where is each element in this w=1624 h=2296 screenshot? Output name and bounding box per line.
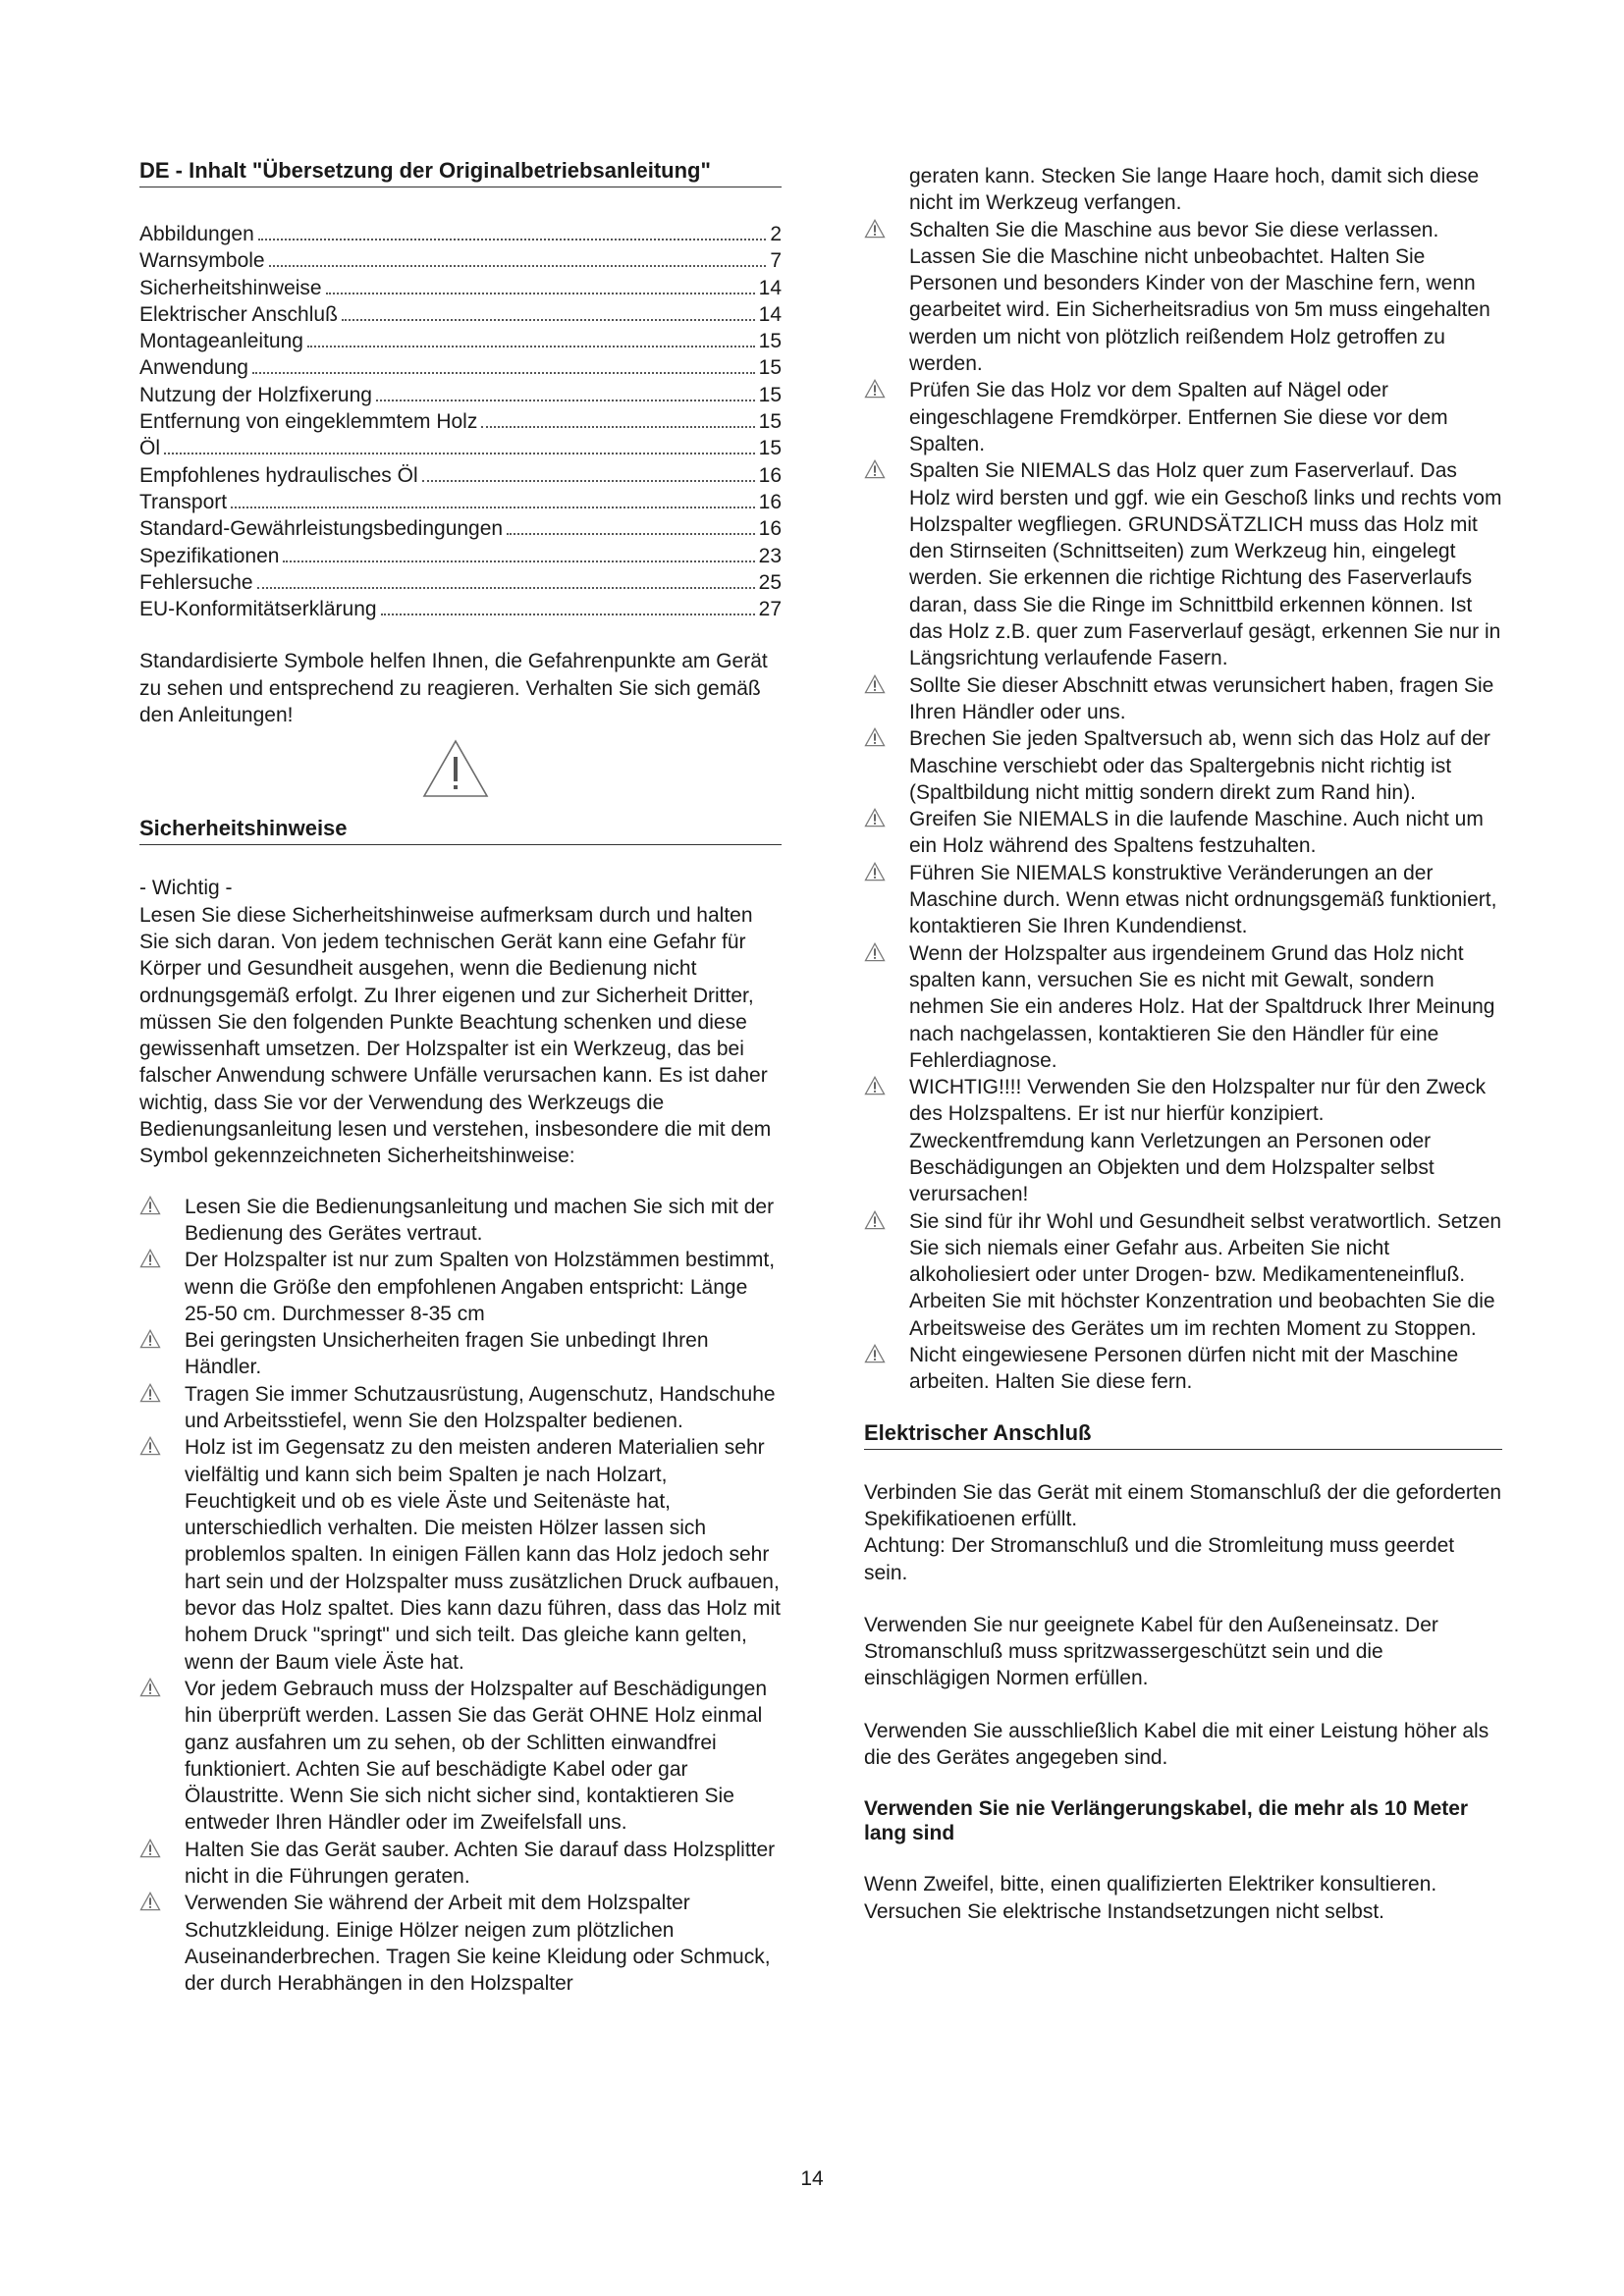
safety-item-text: Sie sind für ihr Wohl und Gesundheit selbst veratwortlich. Setzen Sie sich niemals einer Gefahr aus. Arbeiten Sie nicht alkoholiesiert oder unter Drogen- bzw. Medikamenteneinfluß. Arbeiten Sie mit höchster Konzentration und beobachten Sie die Arbeitsweise des Gerätes um im rechten Moment zu Stoppen. [909,1209,1502,1340]
toc-leader [164,453,755,454]
safety-item [864,860,1502,940]
toc-entry [139,408,782,435]
toc-leader [326,293,755,294]
electrical-title: Elektrischer Anschluß [864,1419,1502,1450]
safety-item [139,1434,782,1676]
electrical-p1: Verbinden Sie das Gerät mit einem Stomanschluß der die geforderten Spekifikatioenen erfüllt. [864,1480,1502,1530]
toc-entry-label: Öl [139,437,160,460]
toc-entry [139,462,782,489]
toc-leader [283,561,754,562]
toc-entry [139,515,782,542]
safety-item [864,672,1502,726]
safety-list-right [864,217,1502,1396]
toc-entry [139,221,782,247]
toc-entry [139,328,782,354]
warning-icon [864,459,886,479]
warning-icon [864,219,886,239]
toc-entry-label: Nutzung der Holzfixerung [139,383,372,406]
toc-entry-page: 14 [758,276,782,299]
toc-leader [257,587,755,589]
toc-entry-page: 14 [758,302,782,326]
safety-item-text: Tragen Sie immer Schutzausrüstung, Augenschutz, Handschuhe und Arbeitsstiefel, wenn Sie den Holzspalter bedienen. [185,1382,776,1432]
safety-item [139,1194,782,1248]
safety-item-text: Bei geringsten Unsicherheiten fragen Sie unbedingt Ihren Händler. [185,1329,709,1379]
safety-important: - Wichtig - [139,877,233,900]
table-of-contents [139,221,782,622]
safety-title: Sicherheitshinweise [139,815,782,845]
safety-item-text: Vor jedem Gebrauch muss der Holzspalter auf Beschädigungen hin überprüft werden. Lassen Sie das Gerät OHNE Holz einmal ganz ausfahren um zu sehen, ob der Schlitten einwandfrei funktioniert. Achten Sie auf beschädigte Kabel oder gar Ölaustritte. Wenn Sie sich nicht sicher sind, kontaktieren Sie entweder Ihren Händler oder im Zweifelsfall uns. [185,1677,768,1835]
toc-entry [139,435,782,461]
safety-continuation: geraten kann. Stecken Sie lange Haare hoch, damit sich diese nicht im Werkzeug verfangen. [909,165,1480,215]
toc-leader [231,507,755,508]
toc-entry-page: 2 [770,223,782,245]
toc-entry [139,275,782,301]
safety-item [139,1327,782,1381]
electrical-p3: Verwenden Sie nur geeignete Kabel für den Außeneinsatz. Der Stromanschluß muss spritzwassergeschützt sein und die einschlägigen Normen erfüllen. [864,1613,1438,1690]
toc-leader [481,426,754,428]
warning-icon [139,1383,161,1403]
safety-item-text: Brechen Sie jeden Spaltversuch ab, wenn sich das Holz auf der Maschine verschiebt oder das Spaltergebnis nicht richtig ist (Spaltbildung nicht mittig sondern direkt zum Rand hin). [909,727,1490,804]
toc-leader [252,372,755,374]
safety-item-text: Der Holzspalter ist nur zum Spalten von Holzstämmen bestimmt, wenn die Größe den empfohlenen Angaben entspricht: Länge 25-50 cm. Durchmesser 8-35 cm [185,1249,776,1325]
toc-leader [381,614,755,615]
safety-item-text: Sollte Sie dieser Abschnitt etwas verunsichert haben, fragen Sie Ihren Händler oder uns. [909,673,1494,723]
safety-item-text: Holz ist im Gegensatz zu den meisten anderen Materialien sehr vielfältig und kann sich beim Spalten je nach Holzart, Feuchtigkeit und ob es viele Äste und Seitenäste hat, unterschiedlich verhalten. Die meisten Hölzer lassen sich problemlos spalten. In einigen Fällen kann das Holz jedoch sehr hart sein und der Holzspalter muss zusätzlichen Druck aufbauen, bevor das Holz spaltet. Dies kann dazu führen, dass das Holz mit hohem Druck "springt" und sich teilt. Das gleiche kann gelten, wenn der Baum viele Äste hat. [185,1436,781,1674]
warning-icon [864,1344,886,1363]
warning-triangle-icon [421,738,490,799]
safety-item-text: WICHTIG!!!! Verwenden Sie den Holzspalter nur für den Zweck des Holzspaltens. Er ist nur hierfür konzipiert. Zweckentfremdung kann Verletzungen an Personen oder Beschädigungen an Objekten und dem Holzspalter selbst verursachen! [909,1076,1487,1206]
safety-item [864,806,1502,860]
warning-icon [139,1249,161,1268]
toc-entry-page: 16 [758,517,782,541]
toc-entry-page: 16 [758,463,782,487]
toc-leader [258,239,767,240]
toc-entry-page: 15 [758,356,782,380]
safety-item-text: Nicht eingewiesene Personen dürfen nicht mit der Maschine arbeiten. Halten Sie diese fern. [909,1344,1459,1394]
warning-icon [139,1839,161,1858]
safety-item [139,1676,782,1837]
toc-entry-label: Standard-Gewährleistungsbedingungen [139,517,504,541]
warning-icon [864,942,886,962]
safety-item [864,1342,1502,1396]
toc-entry-page: 16 [758,490,782,513]
safety-list-left [139,1194,782,1998]
toc-leader [507,533,755,535]
toc-entry [139,569,782,596]
safety-item [864,457,1502,671]
toc-leader [269,265,767,267]
warning-icon [864,1076,886,1095]
warning-icon [864,379,886,399]
toc-entry-label: Anwendung [139,356,248,380]
toc-entry-page: 15 [758,330,782,353]
toc-leader [422,480,755,482]
safety-item-text: Halten Sie das Gerät sauber. Achten Sie darauf dass Holzsplitter nicht in die Führungen geraten. [185,1838,776,1889]
safety-item-text: Verwenden Sie während der Arbeit mit dem Holzspalter Schutzkleidung. Einige Hölzer neigen zum plötzlichen Auseinanderbrechen. Tragen Sie keine Kleidung oder Schmuck, der durch Herabhängen in den Holzspalter [185,1892,771,1996]
safety-item [864,940,1502,1074]
warning-icon [139,1436,161,1456]
left-column [139,157,782,1998]
warning-icon [139,1678,161,1697]
toc-entry [139,543,782,569]
warning-icon [139,1196,161,1215]
toc-entry-label: Empfohlenes hydraulisches Öl [139,463,418,487]
toc-entry [139,354,782,381]
toc-entry [139,596,782,622]
safety-item [139,1890,782,1997]
warning-icon [139,1329,161,1349]
toc-entry-label: Fehlersuche [139,570,253,594]
toc-entry [139,301,782,328]
safety-item-text: Greifen Sie NIEMALS in die laufende Maschine. Auch nicht um ein Holz während des Spaltens festzuhalten. [909,808,1484,858]
electrical-warning: Verwenden Sie nie Verlängerungskabel, die mehr als 10 Meter lang sind [864,1797,1469,1845]
toc-entry-label: EU-Konformitätserklärung [139,598,377,621]
toc-entry-label: Abbildungen [139,223,254,245]
toc-leader [376,400,755,401]
toc-entry-page: 7 [770,249,782,273]
safety-item-text: Lesen Sie die Bedienungsanleitung und machen Sie sich mit der Bedienung des Gerätes vertraut. [185,1195,775,1245]
safety-item-text: Schalten Sie die Maschine aus bevor Sie diese verlassen. Lassen Sie die Maschine nicht unbeobachtet. Halten Sie Personen und besonders Kinder von der Maschine fern, wenn gearbeitet wird. Ein Sicherheitsradius von 5m muss eingehalten werden um nicht von plötzlich reißendem Holz getroffen zu werden. [909,218,1490,376]
safety-item [864,1208,1502,1342]
safety-item [864,377,1502,457]
toc-entry [139,382,782,408]
toc-entry-label: Montageanleitung [139,330,303,353]
toc-entry-page: 25 [758,570,782,594]
safety-intro: Lesen Sie diese Sicherheitshinweise aufmerksam durch und halten Sie sich daran. Von jedem technischen Gerät kann eine Gefahr für Körper und Gesundheit ausgehen, wenn die Bedienung nicht ordnungsgemäß erfolgt. Zu Ihrer eigenen und zur Sicherheit Dritter, müssen Sie den folgenden Punkte Beachtung schenken und diese gewissenhaft umsetzen. Der Holzspalter ist ein Werkzeug, das bei falscher Anwendung schwere Unfälle verursachen kann. Es ist daher wichtig, dass Sie vor der Verwendung des Werkzeugs die Bedienungsanleitung lesen und verstehen, insbesondere die mit dem Symbol gekennzeichneten Sicherheitshinweise: [139,903,772,1168]
electrical-p2: Achtung: Der Stromanschluß und die Stromleitung muss geerdet sein. [864,1534,1455,1584]
warning-icon [139,1892,161,1911]
toc-leader [307,346,755,347]
safety-item-text: Führen Sie NIEMALS konstruktive Veränderungen an der Maschine durch. Wenn etwas nicht ordnungsgemäß funktioniert, kontaktieren Sie Ihren Kundendienst. [909,861,1497,938]
safety-item [864,217,1502,378]
toc-entry-page: 15 [758,410,782,434]
toc-entry-label: Transport [139,490,228,513]
safety-item [864,725,1502,806]
warning-icon [864,1210,886,1230]
toc-leader [342,319,755,321]
page-number: 14 [800,2167,824,2190]
warning-icon [864,808,886,828]
warning-icon [864,862,886,881]
safety-item-text: Prüfen Sie das Holz vor dem Spalten auf Nägel oder eingeschlagene Fremdkörper. Entfernen Sie diese vor dem Spalten. [909,379,1448,455]
safety-item [139,1381,782,1435]
toc-entry-page: 15 [758,383,782,406]
toc-entry-page: 15 [758,437,782,460]
toc-entry-page: 23 [758,544,782,567]
toc-entry [139,247,782,274]
warning-icon [864,674,886,694]
toc-title: DE - Inhalt "Übersetzung der Originalbetriebsanleitung" [139,157,782,187]
safety-item [139,1247,782,1327]
toc-entry-label: Warnsymbole [139,249,265,273]
safety-item-text: Spalten Sie NIEMALS das Holz quer zum Faserverlauf. Das Holz wird bersten und ggf. wie ein Geschoß links und rechts vom Holzspalter wegfliegen. GRUNDSÄTZLICH muss das Holz mit den Stirnseiten (Schnittseiten) zum Werkzeug hin, eingelegt werden. Sie erkennen die richtige Richtung des Faserverlaufs daran, dass Sie die Ringe im Schnittbild erkennen können. Ist das Holz z.B. quer zum Faserverlauf gesägt, erkennen Sie nur in Längsrichtung verlaufende Fasern. [909,459,1502,670]
safety-item [139,1837,782,1891]
electrical-p5: Wenn Zweifel, bitte, einen qualifizierten Elektriker konsultieren. Versuchen Sie elektrische Instandsetzungen nicht selbst. [864,1873,1437,1923]
toc-entry-label: Entfernung von eingeklemmtem Holz [139,410,478,434]
toc-entry-label: Spezifikationen [139,544,280,567]
electrical-p4: Verwenden Sie ausschließlich Kabel die mit einer Leistung höher als die des Gerätes angegeben sind. [864,1719,1489,1770]
toc-intro: Standardisierte Symbole helfen Ihnen, die Gefahrenpunkte am Gerät zu sehen und entsprechend zu reagieren. Verhalten Sie sich gemäß den Anleitungen! [139,650,768,727]
warning-icon [864,727,886,747]
toc-entry-page: 27 [758,598,782,621]
toc-entry-label: Elektrischer Anschluß [139,302,338,326]
toc-entry [139,489,782,515]
safety-item [864,1074,1502,1207]
safety-item-text: Wenn der Holzspalter aus irgendeinem Grund das Holz nicht spalten kann, versuchen Sie es nicht mit Gewalt, sondern nehmen Sie ein anderes Holz. Hat der Spaltdruck Ihrer Meinung nach nachgelassen, kontaktieren Sie den Händler für eine Fehlerdiagnose. [909,941,1495,1072]
toc-entry-label: Sicherheitshinweise [139,276,322,299]
right-column [864,163,1502,1925]
